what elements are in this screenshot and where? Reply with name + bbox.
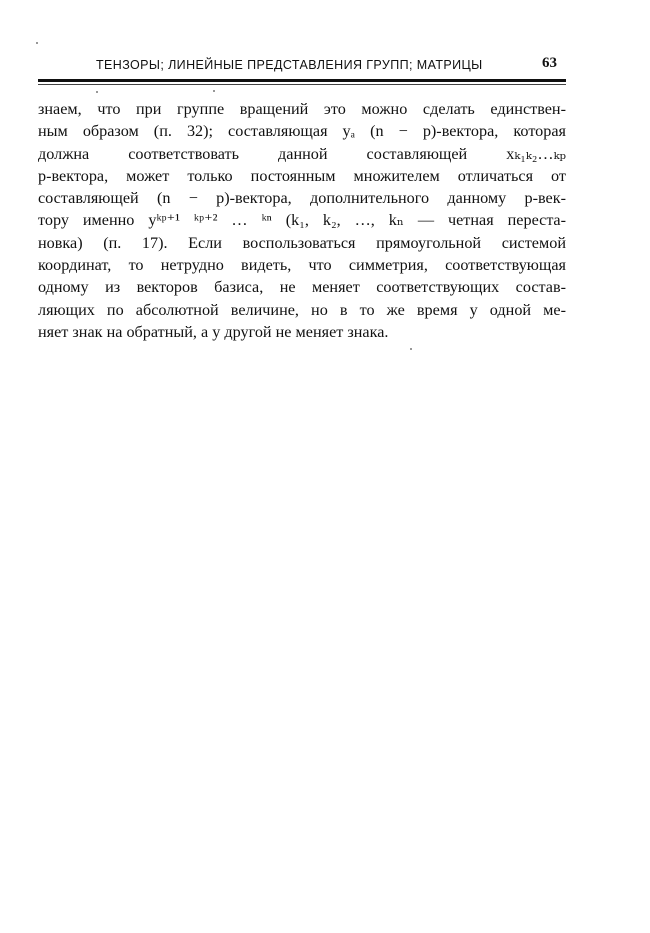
scan-speck xyxy=(213,90,215,92)
header-rule xyxy=(38,79,566,82)
text-line-9: одному из векторов базиса, не меняет соответствующих состав- xyxy=(38,278,566,297)
text-line-7: новка) (п. 17). Если воспользоваться прямоугольной системой xyxy=(38,233,566,252)
scan-speck xyxy=(410,348,412,350)
text-line-5: составляющей (n − p)-вектора, дополнительного данному p-век- xyxy=(38,189,566,208)
text-line-10: ляющих по абсолютной величине, но в то же время у одной ме- xyxy=(38,300,566,319)
text-line-6: тору именно yᵏᵖ⁺¹ ᵏᵖ⁺² … ᵏⁿ (k₁, k₂, …, kₙ — четная перестa- xyxy=(38,211,566,230)
text-line-3: должна соответствовать данной составляющей xₖ₁ₖ₂…ₖₚ xyxy=(38,144,566,163)
text-line-11: няет знак на обратный, а у другой не меняет знака. xyxy=(38,322,389,341)
body-paragraph xyxy=(38,98,566,343)
header-rule-thin xyxy=(38,84,566,85)
text-line-2: ным образом (п. 32); составляющая yₐ (n − p)-вектора, которая xyxy=(38,122,566,141)
text-line-1: знаем, что при группе вращений это можно сделать единствен- xyxy=(38,100,566,118)
running-title: ТЕНЗОРЫ; ЛИНЕЙНЫЕ ПРЕДСТАВЛЕНИЯ ГРУПП; МАТРИЦЫ xyxy=(96,58,483,72)
text-line-8: координат, то нетрудно видеть, что симметрия, соответствующая xyxy=(38,256,566,275)
text-line-4: p-вектора, может только постоянным множителем отличаться от xyxy=(38,166,566,185)
scan-speck xyxy=(36,42,38,44)
page-number: 63 xyxy=(542,55,557,71)
scan-speck xyxy=(96,91,98,93)
